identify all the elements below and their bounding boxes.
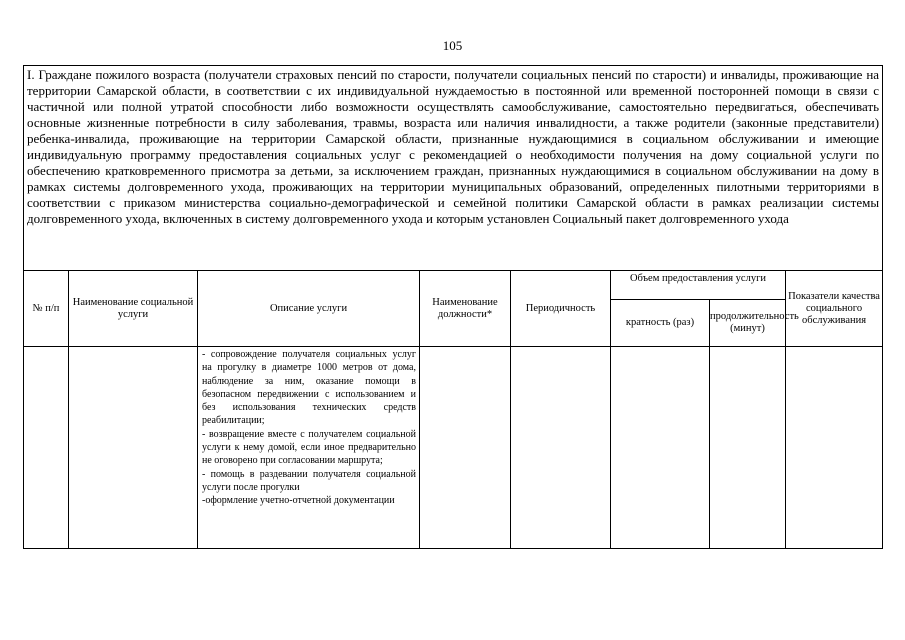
cell-periodicity (511, 347, 611, 549)
table-row (24, 347, 883, 549)
description-item: -оформление учетно-отчетной документации (202, 495, 395, 507)
section-row (24, 66, 883, 271)
header-row-1 (24, 271, 883, 300)
section-title: I. Граждане пожилого возраста (получатели страховых пенсий по старости, получатели социальных пенсий по старости) и инвалиды, проживающие на территории Самарской области, в соответствии с их индивидуальной нуждаемостью в постоянной или временной посторонней помощи в связи с частичной или полной утратой способности либо возможности осуществлять самообслуживание, самостоятельно передвигаться, обеспечивать основные жизненные потребности в силу заболевания, травмы, возраста или наличия инвалидности, а также родители (законные представители) ребенка-инвалида, проживающие на территории Самарской области, признанные нуждающимися в социальном обслуживании и имеющие индивидуальную программу предоставления социальных услуг с рекомендацией о необходимости получения на дому социальной услуги по обеспечению кратковременного присмотра за детьми, за исключением граждан, признанных нуждающимися в социальном обслуживании на дому в рамках системы долговременного ухода, проживающих на территории муниципальных образований, определенных пилотными территориями в соответствии с приказом министерства социально-демографической и семейной политики Самарской области в рамках реализации системы долговременного ухода, включенных в систему долговременного ухода и которым установлен Социальный пакет долговременного ухода (24, 66, 883, 271)
cell-service-name (69, 347, 198, 549)
header-service-name: Наименование социальной услуги (69, 271, 198, 347)
page-number: 105 (442, 38, 463, 53)
header-volume: Объем предоставления услуги (611, 271, 786, 300)
header-multiplicity: кратность (раз) (611, 300, 710, 347)
description-item: - сопровождение получателя социальных услуг на прогулку в диаметре 1000 метров от дома, наблюдение за ним, оказание помощи в безопасном передвижении с использованием и без использования технических средств реабилитации; (202, 349, 416, 427)
header-num: № п/п (24, 271, 69, 347)
cell-multiplicity (611, 347, 710, 549)
header-position: Наименование должности* (420, 271, 511, 347)
services-table (23, 65, 883, 549)
cell-description (198, 347, 420, 549)
description-item: - возвращение вместе с получателем социальной услуги к нему домой, если иное предварительно не оговорено при согласовании маршрута; (202, 428, 416, 467)
header-duration: продолжительность (минут) (710, 300, 786, 347)
cell-num (24, 347, 69, 549)
header-quality: Показатели качества социального обслуживания (786, 271, 883, 347)
header-periodicity: Периодичность (511, 271, 611, 347)
header-description: Описание услуги (198, 271, 420, 347)
description-item: - помощь в раздевании получателя социальной услуги после прогулки (202, 468, 416, 493)
cell-position (420, 347, 511, 549)
cell-quality (786, 347, 883, 549)
cell-duration (710, 347, 786, 549)
